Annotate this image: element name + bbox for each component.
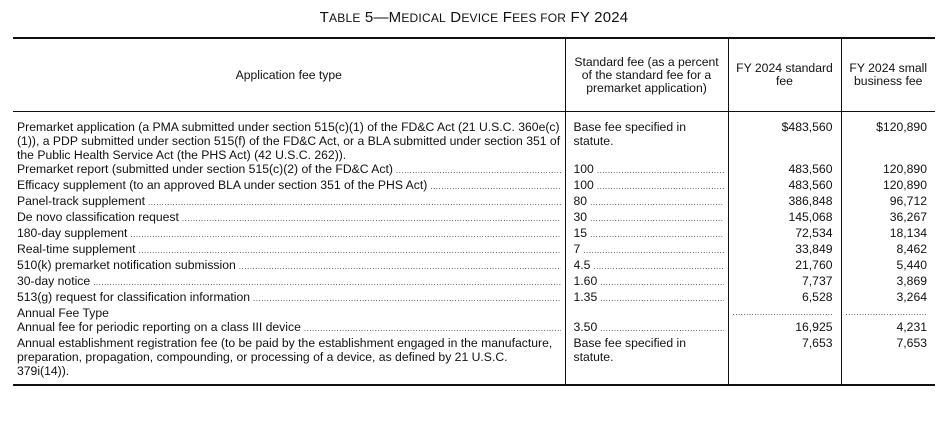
table-row — [13, 226, 935, 242]
small-business-fee-cell: 36,267 — [841, 210, 935, 226]
leader-dots — [583, 244, 723, 258]
fee-table — [13, 37, 935, 386]
standard-fee-cell: 6,528 — [728, 290, 841, 306]
standard-fee-cell: 7,737 — [728, 274, 841, 290]
table-row — [13, 320, 935, 336]
standard-fee-cell: 386,848 — [728, 194, 841, 210]
leader-dots — [593, 260, 723, 274]
percent-text: 30 — [573, 210, 588, 224]
fee-type-cell — [13, 274, 565, 290]
fee-type-text: 180-day supplement — [17, 226, 128, 240]
fee-type-text: Panel-track supplement — [17, 194, 146, 208]
title-edical: EDICAL — [401, 11, 446, 25]
standard-fee-cell: 33,849 — [728, 242, 841, 258]
fee-type-cell — [13, 210, 565, 226]
leader-dots — [130, 228, 560, 242]
fee-type-cell — [13, 178, 565, 194]
leader-dots — [182, 212, 561, 226]
percent-text: 7 — [573, 242, 581, 256]
fee-type-text: De novo classification request — [17, 210, 179, 224]
small-business-fee-cell: 3,869 — [841, 274, 935, 290]
table-row-subheading — [13, 306, 935, 320]
fee-type-cell — [13, 194, 565, 210]
percent-cell — [565, 112, 728, 163]
annual-fee-type-heading: Annual Fee Type — [17, 306, 109, 320]
standard-fee-cell: 21,760 — [728, 258, 841, 274]
title-evice: EVICE — [461, 11, 499, 25]
fee-type-text: Premarket report (submitted under section 515(c)(2) of the FD&C Act) — [17, 162, 393, 176]
percent-text: 1.35 — [573, 290, 598, 304]
title-ees-for: EES FOR — [512, 11, 567, 25]
fee-type-cell — [13, 242, 565, 258]
percent-text: 100 — [573, 162, 594, 176]
leader-dots — [590, 212, 723, 226]
fee-type-cell — [13, 226, 565, 242]
percent-text: Base fee specified in statute. — [573, 120, 686, 148]
standard-fee-cell: 483,560 — [728, 162, 841, 178]
header-row — [13, 38, 935, 112]
table-row — [13, 290, 935, 306]
fee-type-text: 510(k) premarket notification submission — [17, 258, 236, 272]
table-row — [13, 258, 935, 274]
percent-cell — [565, 162, 728, 178]
small-business-fee-cell: 7,653 — [841, 336, 935, 385]
leader-dots — [253, 292, 560, 306]
percent-cell — [565, 336, 728, 385]
fee-type-text: Annual fee for periodic reporting on a class III device — [17, 320, 301, 334]
fee-type-text: Annual establishment registration fee (to be paid by the establishment engaged in the manufacture, preparation, propagation, compounding, or processing of a device, as defined by 21 U.S.C. 379i(14)). — [17, 336, 553, 378]
leader-dots — [139, 244, 561, 258]
percent-cell — [565, 274, 728, 290]
percent-text: 100 — [573, 178, 594, 192]
percent-text: 4.5 — [573, 258, 591, 272]
fee-type-cell — [13, 290, 565, 306]
standard-fee-cell: 72,534 — [728, 226, 841, 242]
leader-dots — [148, 196, 560, 210]
small-business-fee-cell: 3,264 — [841, 290, 935, 306]
leader-dots — [597, 180, 724, 194]
table-row — [13, 178, 935, 194]
leader-dots — [396, 164, 561, 178]
small-business-fee-cell: 96,712 — [841, 194, 935, 210]
small-business-fee-cell: 18,134 — [841, 226, 935, 242]
title-year: FY 2024 — [566, 9, 629, 26]
leader-dots — [733, 306, 833, 320]
fee-type-text: Efficacy supplement (to an approved BLA under section 351 of the PHS Act) — [17, 178, 428, 192]
standard-fee-cell: 7,653 — [728, 336, 841, 385]
title-d: D — [445, 9, 462, 26]
fee-type-cell — [13, 336, 565, 385]
table-row — [13, 210, 935, 226]
percent-cell — [565, 320, 728, 336]
standard-fee-cell: $483,560 — [728, 112, 841, 163]
leader-dots — [93, 276, 560, 290]
leader-dots — [846, 306, 928, 320]
standard-fee-cell: 16,925 — [728, 320, 841, 336]
fee-type-cell — [13, 162, 565, 178]
fee-type-cell — [13, 112, 565, 163]
small-business-fee-cell: 120,890 — [841, 162, 935, 178]
header-standard-fee-percent: Standard fee (as a percent of the standard fee for a premarket application) — [565, 38, 728, 112]
percent-cell — [565, 242, 728, 258]
leader-dots — [239, 260, 561, 274]
percent-text: 80 — [573, 194, 588, 208]
table-row — [13, 194, 935, 210]
percent-cell — [565, 178, 728, 194]
header-fy2024-standard-fee: FY 2024 standard fee — [728, 38, 841, 112]
title-f: F — [498, 9, 513, 26]
standard-fee-cell — [728, 306, 841, 320]
percent-cell — [565, 290, 728, 306]
table-row — [13, 112, 935, 163]
leader-dots — [600, 322, 723, 336]
leader-dots — [600, 276, 723, 290]
percent-cell — [565, 210, 728, 226]
table-row — [13, 242, 935, 258]
percent-cell — [565, 194, 728, 210]
percent-text: 15 — [573, 226, 588, 240]
table-row — [13, 162, 935, 178]
header-application-fee-type: Application fee type — [13, 38, 565, 112]
title-able: ABLE — [329, 11, 361, 25]
percent-text: 1.60 — [573, 274, 598, 288]
fee-type-cell — [13, 320, 565, 336]
title-t: T — [319, 9, 330, 26]
standard-fee-cell: 483,560 — [728, 178, 841, 194]
leader-dots — [590, 228, 723, 242]
small-business-fee-cell — [841, 306, 935, 320]
table-row — [13, 336, 935, 385]
small-business-fee-cell: 8,462 — [841, 242, 935, 258]
fee-type-cell — [13, 258, 565, 274]
percent-cell — [565, 258, 728, 274]
small-business-fee-cell: 120,890 — [841, 178, 935, 194]
header-fy2024-small-business-fee: FY 2024 small business fee — [841, 38, 935, 112]
table-title — [0, 9, 948, 26]
percent-cell — [565, 226, 728, 242]
fee-type-text: Real-time supplement — [17, 242, 136, 256]
small-business-fee-cell: $120,890 — [841, 112, 935, 163]
table-row — [13, 274, 935, 290]
fee-type-text: 513(g) request for classification information — [17, 290, 251, 304]
title-number: 5—M — [360, 9, 402, 26]
fee-type-cell — [13, 306, 565, 320]
fee-type-text: 30-day notice — [17, 274, 91, 288]
percent-text: 3.50 — [573, 320, 598, 334]
small-business-fee-cell: 5,440 — [841, 258, 935, 274]
leader-dots — [600, 292, 723, 306]
leader-dots — [304, 322, 561, 336]
fee-type-text: Premarket application (a PMA submitted under section 515(c)(1) of the FD&C Act (21 U.S.C. 360e(c)(1)), a PDP submitted under section 515(f) of the FD&C Act, or a BLA submitted under section 351 of the Public Health Service Act (the PHS Act) (42 U.S.C. 262)). — [17, 120, 561, 162]
standard-fee-cell: 145,068 — [728, 210, 841, 226]
percent-cell — [565, 306, 728, 320]
leader-dots — [430, 180, 560, 194]
leader-dots — [597, 164, 724, 178]
percent-text: Base fee specified in statute. — [573, 336, 686, 364]
leader-dots — [590, 196, 723, 210]
small-business-fee-cell: 4,231 — [841, 320, 935, 336]
